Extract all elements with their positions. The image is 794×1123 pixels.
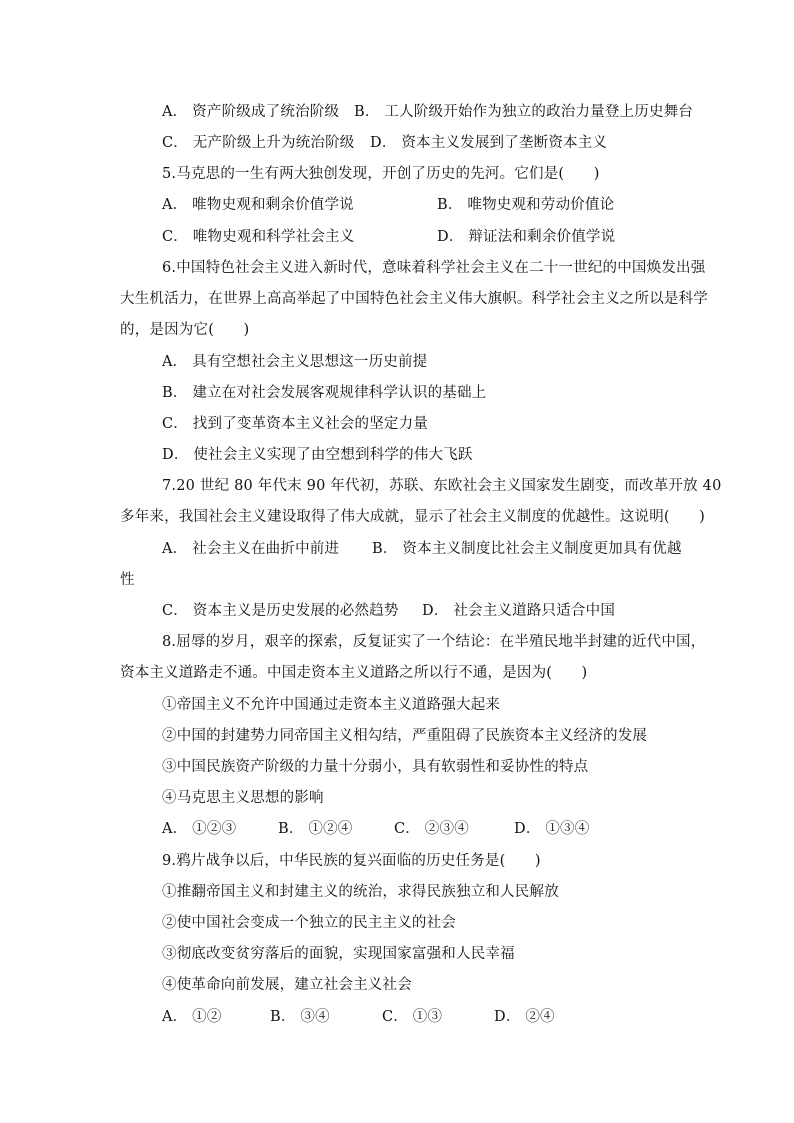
q6-option-d: D． 使社会主义实现了由空想到科学的伟大飞跃 xyxy=(162,447,473,463)
q8-statement-2: ②中国的封建势力同帝国主义相勾结，严重阻碍了民族资本主义经济的发展 xyxy=(162,728,648,744)
q6-option-b: B． 建立在对社会发展客观规律科学认识的基础上 xyxy=(162,385,487,401)
q7-option-a: A． 社会主义在曲折中前进 xyxy=(162,541,340,557)
q4-option-a: A． 资产阶级成了统治阶级 xyxy=(162,104,340,120)
q8-option-d: D． ①③④ xyxy=(514,821,590,837)
q6-option-c: C． 找到了变革资本主义社会的坚定力量 xyxy=(162,416,429,432)
q9-option-d: D． ②④ xyxy=(494,1009,555,1025)
q4-option-b: B． 工人阶级开始作为独立的政治力量登上历史舞台 xyxy=(354,104,694,120)
q4-option-c: C． 无产阶级上升为统治阶级 xyxy=(162,135,355,151)
q9-option-c: C． ①③ xyxy=(382,1009,443,1025)
q9-statement-2: ②使中国社会变成一个独立的民主主义的社会 xyxy=(162,915,456,931)
q9-option-a: A． ①② xyxy=(162,1009,222,1025)
q4-option-d: D． 资本主义发展到了垄断资本主义 xyxy=(370,135,608,151)
q9-option-b: B． ③④ xyxy=(270,1009,330,1025)
q9-statement-1: ①推翻帝国主义和封建主义的统治，求得民族独立和人民解放 xyxy=(162,884,559,900)
q7-option-d: D． 社会主义道路只适合中国 xyxy=(422,603,616,619)
q9-statement-4: ④使革命向前发展，建立社会主义社会 xyxy=(162,977,412,993)
q8-statement-3: ③中国民族资产阶级的力量十分弱小，具有软弱性和妥协性的特点 xyxy=(162,759,589,775)
q6-stem-line-1: 6.中国特色社会主义进入新时代，意味着科学社会主义在二十一世纪的中国焕发出强 xyxy=(162,260,706,276)
q8-statement-4: ④马克思主义思想的影响 xyxy=(162,790,324,806)
q7-stem-line-1: 7.20 世纪 80 年代末 90 年代初，苏联、东欧社会主义国家发生剧变，而改革开放 40 xyxy=(162,478,722,494)
q9-statement-3: ③彻底改变贫穷落后的面貌，实现国家富强和人民幸福 xyxy=(162,946,515,962)
q8-stem-line-2: 资本主义道路走不通。中国走资本主义道路之所以行不通，是因为( ) xyxy=(120,665,588,681)
q6-option-a: A． 具有空想社会主义思想这一历史前提 xyxy=(162,354,428,370)
q7-option-c: C． 资本主义是历史发展的必然趋势 xyxy=(162,603,399,619)
q5-option-a: A． 唯物史观和剩余价值学说 xyxy=(162,197,354,213)
q8-statement-1: ①帝国主义不允许中国通过走资本主义道路强大起来 xyxy=(162,697,501,713)
q8-option-c: C． ②③④ xyxy=(394,821,469,837)
q6-stem-line-3: 的，是因为它( ) xyxy=(120,322,250,338)
q7-option-b: B． 资本主义制度比社会主义制度更加具有优越 xyxy=(372,541,682,557)
q8-stem-line-1: 8.屈辱的岁月，艰辛的探索，反复证实了一个结论：在半殖民地半封建的近代中国， xyxy=(162,634,706,650)
q5-option-b: B． 唯物史观和劳动价值论 xyxy=(437,197,615,213)
q8-option-b: B． ①②④ xyxy=(278,821,353,837)
q8-option-a: A． ①②③ xyxy=(162,821,237,837)
q7-stem-line-2: 多年来，我国社会主义建设取得了伟大成就，显示了社会主义制度的优越性。这说明( ) xyxy=(120,509,706,525)
q5-option-c: C． 唯物史观和科学社会主义 xyxy=(162,229,355,245)
q5-stem: 5.马克思的一生有两大独创发现，开创了历史的先河。它们是( ) xyxy=(162,166,600,182)
q6-stem-line-2: 大生机活力，在世界上高高举起了中国特色社会主义伟大旗帜。科学社会主义之所以是科学 xyxy=(120,291,708,307)
q9-stem: 9.鸦片战争以后，中华民族的复兴面临的历史任务是( ) xyxy=(162,853,541,869)
q5-option-d: D． 辩证法和剩余价值学说 xyxy=(437,229,616,245)
q7-option-b-continued: 性 xyxy=(120,572,135,588)
